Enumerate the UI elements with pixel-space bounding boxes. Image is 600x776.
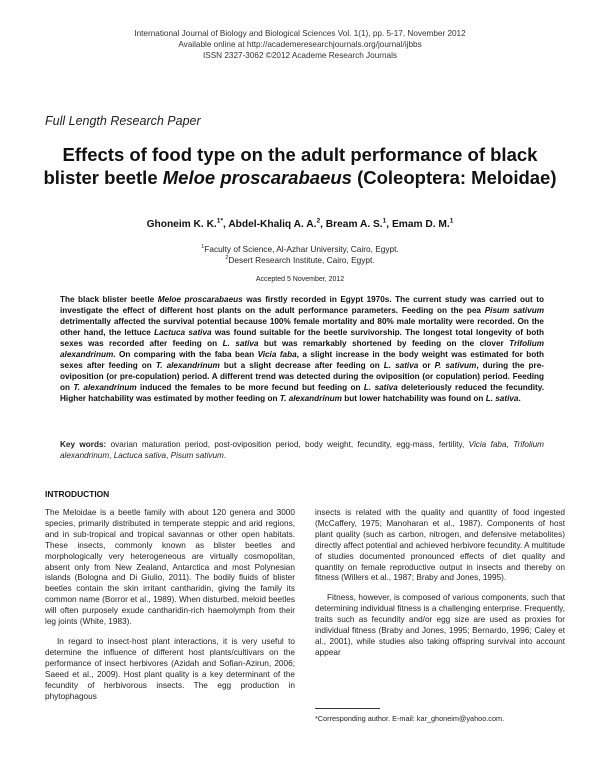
body-column-left [45, 508, 295, 702]
author-affiliation-mark: 1 [382, 217, 387, 225]
author-name: Bream A. S. [325, 219, 383, 230]
section-heading-introduction: INTRODUCTION [45, 489, 110, 499]
journal-issn-line: ISSN 2327-3062 ©2012 Academe Research Journals [202, 51, 397, 60]
affiliation-1 [0, 244, 600, 254]
keyword-species: Pisum sativum [170, 451, 224, 460]
paragraph: insects is related with the quality and quantity of food ingested (McCaffery, 1975; Manoharan et al., 1987). Components of host plant quality (such as carbon, nitrogen, and defensive metabolites) directly affect potential and achieved herbivore fecundity. A multitude of studies documented pronounced effects of diet quality and quantity on female reproductive output in insects and thereby on fitness (Willers et al., 1987; Braby and Jones, 1995). [315, 508, 565, 583]
abstract-text: but was remarkably shortened by feeding on the clover [258, 338, 510, 348]
abstract-species: L. sativa [485, 393, 519, 403]
abstract-text: , a slight increase in the body weight was estimated for both sexes after feeding on [60, 349, 544, 370]
title-species: Meloe proscarabaeus [162, 167, 352, 188]
corresponding-author-footnote: *Corresponding author. E-mail: kar_ghoneim@yahoo.com. [315, 714, 505, 723]
title-part-2: (Coleoptera: Meloidae) [351, 167, 557, 188]
journal-citation: International Journal of Biology and Biological Sciences Vol. 1(1), pp. 5-17, November 2012 [134, 29, 466, 38]
abstract-text: . [518, 393, 521, 403]
affiliation-2 [0, 255, 600, 265]
author-affiliation-mark: 1* [216, 217, 224, 225]
abstract-species: Vicia faba [257, 349, 297, 359]
abstract-species: T. alexandrinum [279, 393, 342, 403]
keywords-separator: , [506, 440, 514, 449]
abstract-species: L. sativa [383, 360, 419, 370]
article-type: Full Length Research Paper [45, 114, 201, 128]
abstract-text: . On comparing with the faba bean [113, 349, 258, 359]
abstract-text: The black blister beetle [60, 295, 158, 304]
footnote-rule [315, 708, 380, 709]
keyword-species: Vicia faba [468, 440, 507, 449]
paper-title [40, 143, 560, 189]
body-column-right [315, 508, 565, 659]
abstract-species: T. alexandrinum [155, 360, 220, 370]
abstract-text: detrimentally affected the survival potential because 100% female mortality and 80% male mortality were recorded. On the other hand, the lettuce [60, 316, 544, 337]
keywords-label: Key words: [60, 440, 107, 449]
abstract-species: Lactuca sativa [154, 327, 212, 337]
affiliation-text: Faculty of Science, Al-Azhar University, Cairo, Egypt. [204, 244, 399, 254]
abstract-text: , during the pre-oviposition (or pre-copulation) period. A different trend was detected during the oviposition (or copulation) period. Feeding on [60, 360, 544, 392]
abstract-species: L. sativa [363, 382, 398, 392]
author-affiliation-mark: 2 [316, 217, 321, 225]
abstract-species: T. alexandrinum [73, 382, 137, 392]
author-name: Ghoneim K. K. [146, 219, 217, 230]
author-affiliation-mark: 1 [449, 217, 454, 225]
abstract-text: but lower hatchability was found on [341, 393, 486, 403]
keyword-species: Trifolium alexandrinum [60, 440, 544, 460]
accepted-date: Accepted 5 November, 2012 [255, 276, 345, 283]
author-name: Abdel-Khaliq A. A. [228, 219, 317, 230]
keywords-separator: , [166, 451, 171, 460]
author-list: Ghoneim K. K.$^{1*}$, Abdel-Khaliq A. A.$^2$, Bream A. S.$^1$, Emam D. M.$^1$ [146, 217, 454, 230]
paragraph: Fitness, however, is composed of various components, such that determining individual fitness is a challenging enterprise. Frequently, traits such as fecundity and/or egg size are used as proxies for individual fitness (Braby and Jones, 1995; Bernardo, 1996; Caley et al., 2001), while studies also taking offspring survival into account appear [315, 593, 565, 657]
abstract [60, 295, 544, 405]
abstract-text: deleteriously reduced the fecundity. Higher hatchability was estimated by mother feeding on [60, 382, 544, 403]
affiliation-mark: 2 [225, 255, 229, 262]
abstract-species: Meloe proscarabaeus [157, 295, 243, 304]
abstract-text: or [418, 360, 435, 370]
keywords-separator: , [109, 451, 114, 460]
abstract-species: Trifolium alexandrinum [60, 338, 544, 359]
abstract-text: was found suitable for the beetle survivorship. The longest total longevity of both sexes was recorded after feeding on [60, 327, 545, 348]
affiliation-text: Desert Research Institute, Cairo, Egypt. [228, 255, 375, 265]
journal-url-line: Available online at http://academeresearchjournals.org/journal/ijbbs [178, 40, 422, 49]
paragraph: In regard to insect-host plant interactions, it is very useful to determine the influence of different host plants/cultivars on the performance of insect herbivores (Azidah and Sofian-Azirun, 2006; Saeed et al., 2009). Host plant quality is a key determinant of the fecundity of herbivorous insects. The egg production in phytophagous [45, 636, 295, 701]
abstract-species: P. sativum [434, 360, 477, 370]
affiliation-mark: 1 [201, 244, 205, 251]
keywords [60, 439, 544, 461]
author-name: Emam D. M. [391, 219, 450, 230]
abstract-text: induced the females to be more fecund but feeding on [136, 382, 364, 392]
abstract-species: Pisum sativum [484, 305, 544, 315]
keyword-species: Lactuca sativa [113, 451, 167, 460]
abstract-text: but a slight decrease after feeding on [219, 360, 384, 370]
keywords-separator: . [223, 451, 227, 460]
abstract-species: L. sativa [222, 338, 259, 348]
title-part-1: Effects of food type on the adult performance of black blister beetle [43, 144, 538, 188]
keywords-text: ovarian maturation period, post-oviposition period, body weight, fecundity, egg-mass, fertility, [106, 440, 469, 449]
abstract-text: was firstly recorded in Egypt 1970s. The current study was carried out to investigate the effect of different host plants on the adult performance parameters. Feeding on the pea [60, 295, 544, 315]
paragraph: The Meloidae is a beetle family with about 120 genera and 3000 species, primarily distributed in temperate steppic and arid regions, and in sub-tropical and tropical savannas or other open habitats. These insects, commonly known as blister beetles and morphologically very heterogeneous are virtually cosmopolitan, absent only from New Zealand, Antarctica and most Polynesian islands (Bologna and Di Giulio, 2011). The bodily fluids of blister beetles contain the skin irritant cantharidin, giving the family its common name (Borror et al., 1989). When disturbed, meloid beetles will often purposely exude cantharidin-rich haemolymph from their leg joints (White, 1983). [45, 508, 295, 627]
